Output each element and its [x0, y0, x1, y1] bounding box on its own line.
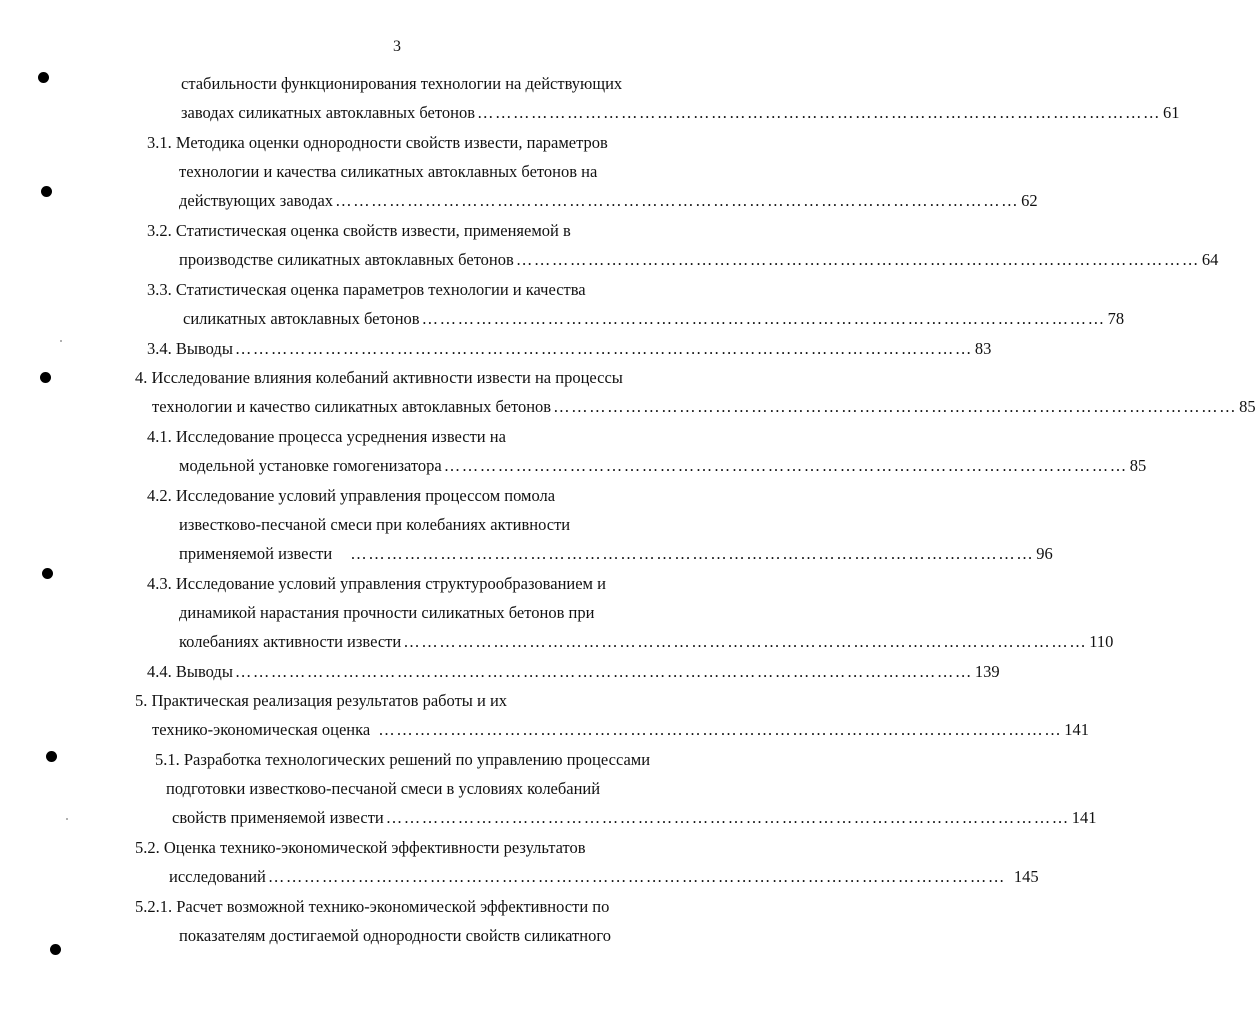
toc-page-number: 83 — [974, 339, 992, 358]
toc-leader-dots: …………………………………………………………………………………………………… — [421, 309, 1106, 328]
page-number: 3 — [393, 38, 401, 55]
toc-page-number: 64 — [1201, 250, 1219, 269]
toc-page-number: 62 — [1021, 191, 1038, 210]
toc-entry-title: технологии и качество силикатных автоклавных бетонов — [152, 397, 552, 416]
toc-entry — [183, 307, 1125, 331]
toc-entry-title: 4.4. Выводы — [147, 662, 233, 681]
toc-entry-title: 3.4. Выводы — [147, 339, 233, 358]
toc-entry-title: производстве силикатных автоклавных бетонов — [179, 250, 514, 269]
toc-line: 5.2. Оценка технико-экономической эффективности результатов — [135, 838, 586, 857]
toc-line: известково-песчаной смеси при колебаниях активности — [179, 515, 571, 534]
toc-entry — [147, 660, 1000, 684]
toc-leader-dots: …………………………………………………………………………………………………………… — [267, 867, 1006, 886]
toc-leader-dots: …………………………………………………………………………………………………… — [335, 191, 1020, 210]
toc-leader-dots: …………………………………………………………………………………………………… — [443, 456, 1128, 475]
toc-page-number: 85 — [1239, 397, 1256, 416]
scan-speck — [60, 340, 62, 342]
toc-entry-title: заводах силикатных автоклавных бетонов — [181, 103, 475, 122]
scan-speck — [66, 818, 68, 820]
toc-entry — [147, 337, 992, 361]
toc-leader-dots: …………………………………………………………………………………………………… — [350, 544, 1035, 563]
toc-line: 4. Исследование влияния колебаний активности извести на процессы — [135, 368, 623, 387]
toc-line: 5.1. Разработка технологических решений по управлению процессами — [155, 750, 651, 769]
toc-page-number: 139 — [974, 662, 1000, 681]
toc-line: 3.1. Методика оценки однородности свойств извести, параметров — [147, 133, 608, 152]
toc-leader-dots: …………………………………………………………………………………………………………… — [234, 662, 973, 681]
toc-line: динамикой нарастания прочности силикатных бетонов при — [179, 603, 595, 622]
toc-line: технологии и качества силикатных автоклавных бетонов на — [179, 162, 598, 181]
toc-page-number: 85 — [1129, 456, 1147, 475]
toc-line: подготовки известково-песчаной смеси в условиях колебаний — [166, 779, 601, 798]
toc-page-number: 78 — [1107, 309, 1125, 328]
punch-hole-6 — [50, 944, 61, 955]
toc-line: 5.2.1. Расчет возможной технико-экономической эффективности по — [135, 897, 610, 916]
toc-entry — [172, 806, 1097, 830]
toc-entry-title: колебаниях активности извести — [179, 632, 402, 651]
toc-entry-title: технико-экономическая оценка — [152, 720, 371, 739]
toc-entry-title: свойств применяемой извести — [172, 808, 384, 827]
toc-leader-dots: …………………………………………………………………………………………………… — [403, 632, 1088, 651]
toc-entry-title: модельной установке гомогенизатора — [179, 456, 442, 475]
toc-entry — [169, 865, 1039, 889]
toc-leader-dots: …………………………………………………………………………………………………… — [378, 720, 1063, 739]
toc-entry-title: применяемой извести — [179, 544, 333, 563]
toc-page-number: 145 — [1013, 867, 1039, 886]
punch-hole-5 — [46, 751, 57, 762]
toc-entry — [152, 718, 1089, 742]
toc-entry-title: силикатных автоклавных бетонов — [183, 309, 420, 328]
toc-line: стабильности функционирования технологии на действующих — [181, 74, 623, 93]
punch-hole-2 — [41, 186, 52, 197]
toc-line: 4.1. Исследование процесса усреднения извести на — [147, 427, 506, 446]
toc-line: 4.2. Исследование условий управления процессом помола — [147, 486, 556, 505]
toc-line: 5. Практическая реализация результатов работы и их — [135, 691, 508, 710]
toc-page-number: 141 — [1071, 808, 1097, 827]
toc-entry-title: исследований — [169, 867, 266, 886]
toc-page-number: 110 — [1089, 632, 1114, 651]
punch-hole-4 — [42, 568, 53, 579]
toc-leader-dots: …………………………………………………………………………………………………… — [477, 103, 1161, 122]
toc-page-number: 141 — [1064, 720, 1089, 739]
toc-page-number: 61 — [1163, 103, 1180, 122]
toc-entry — [179, 248, 1219, 272]
toc-entry — [179, 454, 1147, 478]
toc-entry — [179, 189, 1038, 213]
toc-line: 4.3. Исследование условий управления структурообразованием и — [147, 574, 606, 593]
toc-entry-title: действующих заводах — [179, 191, 334, 210]
punch-hole-3 — [40, 372, 51, 383]
toc-leader-dots: …………………………………………………………………………………………………………… — [234, 339, 973, 358]
toc-entry — [181, 101, 1180, 125]
toc-entry — [152, 395, 1256, 419]
toc-entry — [179, 630, 1114, 654]
punch-hole-1 — [38, 72, 49, 83]
toc-line: показателям достигаемой однородности свойств силикатного — [179, 926, 611, 945]
toc-leader-dots: …………………………………………………………………………………………………… — [515, 250, 1200, 269]
toc-page-number: 96 — [1036, 544, 1053, 563]
toc-line: 3.3. Статистическая оценка параметров технологии и качества — [147, 280, 586, 299]
toc-line: 3.2. Статистическая оценка свойств извести, применяемой в — [147, 221, 571, 240]
toc-leader-dots: …………………………………………………………………………………………………… — [553, 397, 1238, 416]
toc-leader-dots: …………………………………………………………………………………………………… — [385, 808, 1070, 827]
toc-entry — [179, 542, 1053, 566]
